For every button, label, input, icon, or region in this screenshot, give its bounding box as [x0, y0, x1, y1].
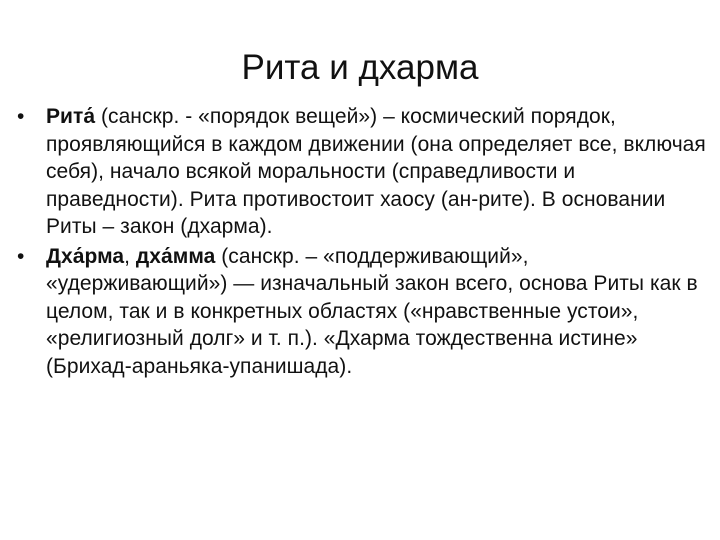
- bullet-marker: •: [17, 105, 25, 128]
- definition-dharma: (санскр. – «поддерживающий», «удерживающий») — изначальный закон всего, основа Риты как в целом, так и в конкретных областях («нравственные устои», «религиозный долг» и т. п.). «Дхарма тождественна истине» (Брихад-араньяка-упанишада).: [46, 244, 698, 378]
- term-rita: Рита́: [46, 105, 96, 128]
- bullet-rita: [12, 103, 708, 241]
- slide-title: Рита и дхарма: [241, 48, 479, 87]
- term-separator: ,: [124, 244, 136, 268]
- bullet-dharma: [12, 243, 708, 381]
- bullet-marker: •: [17, 244, 25, 268]
- definition-rita: (санскр. - «порядок вещей») – космический порядок, проявляющийся в каждом движении (она определяет все, включая себя), начало всякой моральности (справедливости и праведности). Рита противостоит хаосу (ан-рите). В основании Риты – закон (дхарма).: [46, 105, 706, 238]
- term-dharma: Дха́рма: [46, 244, 125, 268]
- term-dhamma: дха́мма: [135, 244, 216, 268]
- slide-content: [12, 103, 708, 382]
